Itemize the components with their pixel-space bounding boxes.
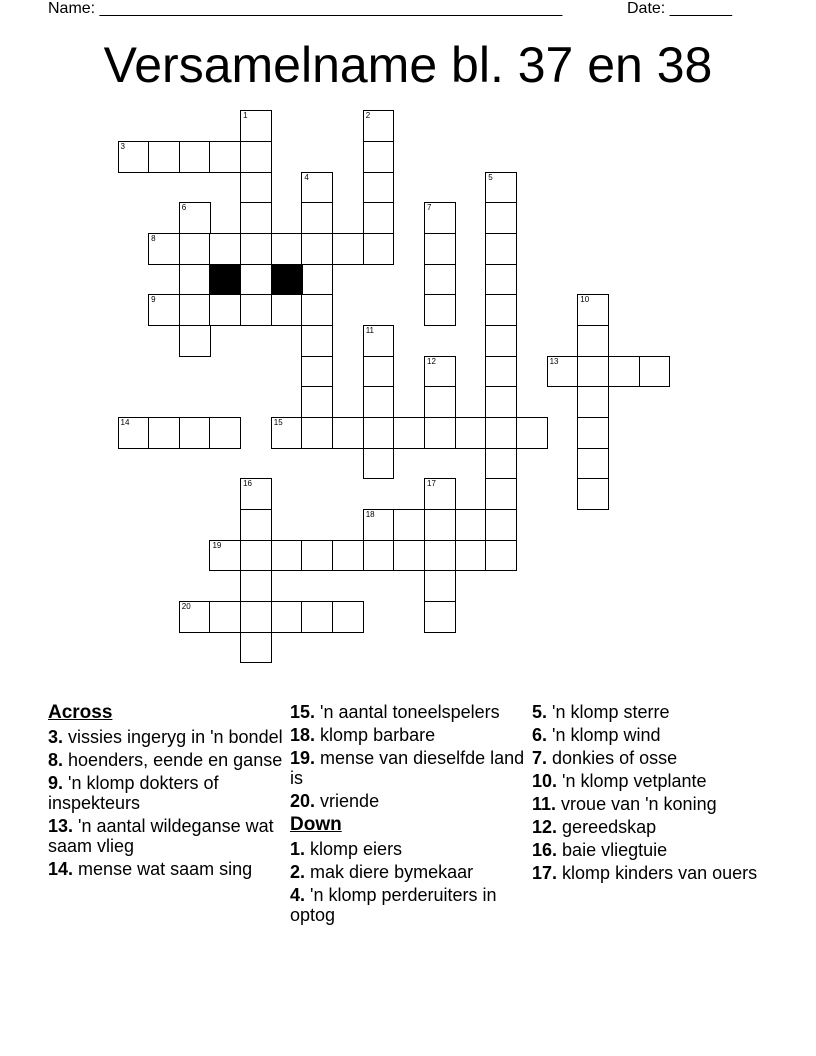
grid-cell[interactable] (301, 264, 333, 296)
clue-item (290, 885, 530, 925)
clue-item (532, 771, 772, 791)
clue-text: 'n klomp vetplante (562, 771, 707, 791)
clue-number: 11. (532, 794, 557, 814)
grid-cell[interactable] (332, 601, 364, 633)
cell-number: 19 (212, 540, 222, 550)
grid-cell[interactable] (240, 294, 272, 326)
grid-cell[interactable] (485, 172, 517, 204)
clue-item (532, 817, 772, 837)
grid-cell[interactable] (240, 570, 272, 602)
grid-cell[interactable] (179, 325, 211, 357)
grid-cell[interactable] (485, 264, 517, 296)
grid-cell[interactable] (608, 356, 640, 388)
clue-number: 7. (532, 748, 548, 768)
clue-item (290, 725, 530, 745)
grid-cell[interactable] (577, 417, 609, 449)
grid-cell[interactable] (301, 601, 333, 633)
grid-cell[interactable] (516, 417, 548, 449)
clue-item (532, 748, 772, 768)
clue-text: mense wat saam sing (78, 859, 253, 879)
grid-cell[interactable] (485, 386, 517, 418)
clue-item (290, 791, 530, 811)
grid-cell[interactable] (363, 417, 395, 449)
grid-cell[interactable] (485, 233, 517, 265)
grid-cell[interactable] (240, 632, 272, 664)
grid-cell[interactable] (363, 233, 395, 265)
across-heading: Across (48, 702, 113, 723)
cell-number: 1 (243, 111, 248, 121)
grid-cell[interactable] (424, 202, 456, 234)
grid-cell[interactable] (363, 509, 395, 541)
grid-cell[interactable] (577, 386, 609, 418)
grid-cell[interactable] (271, 417, 303, 449)
down-heading: Down (290, 814, 342, 835)
grid-cell[interactable] (424, 294, 456, 326)
clue-number: 3. (48, 727, 64, 747)
cell-number: 6 (181, 203, 187, 213)
grid-cell[interactable] (240, 509, 272, 541)
grid-cell[interactable] (301, 233, 333, 265)
grid-cell[interactable] (332, 540, 364, 572)
name-field-label: Name: ____________________________________________________ (48, 0, 563, 17)
cell-number: 7 (427, 203, 432, 213)
clue-text: hoenders, eende en ganse (68, 750, 283, 770)
grid-cell[interactable] (577, 294, 609, 326)
grid-block (209, 264, 241, 296)
clue-item (290, 839, 530, 859)
grid-cell[interactable] (424, 386, 456, 418)
cell-number: 8 (151, 234, 156, 244)
clue-number: 2. (290, 862, 306, 882)
grid-cell[interactable] (179, 202, 211, 234)
grid-cell[interactable] (424, 601, 456, 633)
clue-column-3 (532, 702, 772, 886)
clue-item (290, 748, 530, 788)
grid-cell[interactable] (179, 417, 211, 449)
grid-cell[interactable] (485, 325, 517, 357)
grid-cell[interactable] (240, 172, 272, 204)
grid-cell[interactable] (271, 601, 303, 633)
clue-item (48, 750, 288, 770)
clue-item (532, 863, 772, 883)
grid-cell[interactable] (363, 356, 395, 388)
clue-item (532, 725, 772, 745)
grid-cell[interactable] (148, 233, 180, 265)
clue-text: 'n klomp sterre (552, 702, 670, 722)
grid-cell[interactable] (118, 141, 150, 173)
grid-cell[interactable] (179, 601, 211, 633)
grid-cell[interactable] (455, 509, 487, 541)
grid-cell[interactable] (301, 325, 333, 357)
date-field-label: Date: _______ (627, 0, 732, 17)
cell-number: 15 (273, 417, 283, 427)
grid-cell[interactable] (455, 540, 487, 572)
clue-text: mak diere bymekaar (310, 862, 474, 882)
grid-cell[interactable] (577, 448, 609, 480)
clue-number: 19. (290, 748, 316, 768)
grid-cell[interactable] (240, 202, 272, 234)
grid-cell[interactable] (424, 570, 456, 602)
grid-cell[interactable] (240, 141, 272, 173)
grid-cell[interactable] (271, 540, 303, 572)
grid-cell[interactable] (577, 478, 609, 510)
cell-number: 18 (365, 509, 375, 519)
grid-cell[interactable] (424, 509, 456, 541)
grid-cell[interactable] (363, 172, 395, 204)
grid-cell[interactable] (363, 325, 395, 357)
grid-cell[interactable] (209, 540, 241, 572)
grid-cell[interactable] (209, 233, 241, 265)
grid-cell[interactable] (424, 417, 456, 449)
clue-number: 13. (48, 816, 74, 836)
grid-cell[interactable] (393, 540, 425, 572)
grid-cell[interactable] (485, 417, 517, 449)
clue-text: 'n klomp dokters of inspekteurs (48, 773, 219, 813)
grid-cell[interactable] (485, 448, 517, 480)
grid-cell[interactable] (485, 478, 517, 510)
cell-number: 11 (365, 326, 374, 335)
grid-cell[interactable] (209, 294, 241, 326)
grid-cell[interactable] (301, 202, 333, 234)
grid-cell[interactable] (301, 417, 333, 449)
grid-cell[interactable] (455, 417, 487, 449)
grid-cell[interactable] (240, 601, 272, 633)
grid-cell[interactable] (209, 417, 241, 449)
clue-item (48, 773, 288, 813)
clue-text: 'n aantal toneelspelers (320, 702, 500, 722)
clue-number: 15. (290, 702, 316, 722)
clue-text: donkies of osse (552, 748, 678, 768)
clue-column-2 (290, 702, 530, 928)
clue-number: 16. (532, 840, 558, 860)
grid-cell[interactable] (424, 478, 456, 510)
clue-number: 10. (532, 771, 558, 791)
grid-cell[interactable] (301, 386, 333, 418)
grid-cell[interactable] (118, 417, 150, 449)
clue-column-1 (48, 702, 288, 882)
grid-block (271, 264, 303, 296)
grid-cell[interactable] (271, 233, 303, 265)
cell-number: 12 (427, 356, 436, 366)
grid-cell[interactable] (485, 356, 517, 388)
clue-text: 'n aantal wildeganse wat saam vlieg (48, 816, 274, 856)
clue-number: 12. (532, 817, 558, 837)
clue-item (532, 702, 772, 722)
grid-cell[interactable] (179, 294, 211, 326)
clue-item (532, 840, 772, 860)
cell-number: 17 (427, 479, 436, 489)
grid-cell[interactable] (485, 540, 517, 572)
grid-cell[interactable] (148, 141, 180, 173)
clue-number: 1. (290, 839, 306, 859)
grid-cell[interactable] (577, 356, 609, 388)
cell-number: 16 (243, 479, 252, 489)
cell-number: 9 (151, 295, 156, 305)
grid-cell[interactable] (547, 356, 579, 388)
clue-text: klomp barbare (320, 725, 436, 745)
grid-cell[interactable] (240, 233, 272, 265)
clue-item (48, 727, 288, 747)
grid-cell[interactable] (424, 233, 456, 265)
grid-cell[interactable] (179, 233, 211, 265)
grid-cell[interactable] (424, 540, 456, 572)
grid-cell[interactable] (332, 233, 364, 265)
grid-cell[interactable] (301, 172, 333, 204)
grid-cell[interactable] (363, 141, 395, 173)
clue-number: 4. (290, 885, 306, 905)
grid-cell[interactable] (485, 509, 517, 541)
clue-number: 5. (532, 702, 548, 722)
grid-cell[interactable] (271, 294, 303, 326)
clue-text: vroue van 'n koning (561, 794, 717, 814)
clue-number: 20. (290, 791, 316, 811)
grid-cell[interactable] (301, 294, 333, 326)
grid-cell[interactable] (209, 601, 241, 633)
clue-item (48, 859, 288, 879)
clue-number: 17. (532, 863, 558, 883)
cell-number: 10 (580, 295, 590, 305)
clue-text: 'n klomp perderuiters in optog (290, 885, 497, 925)
grid-cell[interactable] (393, 509, 425, 541)
clue-number: 9. (48, 773, 64, 793)
grid-cell[interactable] (240, 540, 272, 572)
grid-cell[interactable] (179, 141, 211, 173)
grid-cell[interactable] (301, 356, 333, 388)
clue-text: vissies ingeryg in 'n bondel (68, 727, 283, 747)
grid-cell[interactable] (240, 110, 272, 142)
clue-text: klomp kinders van ouers (562, 863, 758, 883)
cell-number: 5 (488, 172, 493, 182)
clue-item (290, 862, 530, 882)
grid-cell[interactable] (577, 325, 609, 357)
clue-item (48, 816, 288, 856)
clue-text: mense van dieselfde land is (290, 748, 525, 788)
clue-text: vriende (320, 791, 380, 811)
grid-cell[interactable] (424, 356, 456, 388)
cell-number: 14 (120, 417, 130, 427)
clue-number: 8. (48, 750, 64, 770)
cell-number: 3 (120, 142, 125, 152)
grid-cell[interactable] (639, 356, 671, 388)
grid-cell[interactable] (363, 540, 395, 572)
grid-cell[interactable] (485, 294, 517, 326)
cell-number: 2 (365, 111, 371, 121)
cell-number: 13 (549, 356, 559, 366)
clue-text: klomp eiers (310, 839, 403, 859)
clue-text: 'n klomp wind (552, 725, 661, 745)
clue-number: 6. (532, 725, 548, 745)
grid-cell[interactable] (424, 264, 456, 296)
grid-cell[interactable] (301, 540, 333, 572)
cell-number: 4 (304, 172, 309, 182)
cell-number: 20 (181, 601, 191, 611)
clue-number: 14. (48, 859, 74, 879)
grid-cell[interactable] (148, 294, 180, 326)
grid-cell[interactable] (363, 110, 395, 142)
grid-cell[interactable] (363, 202, 395, 234)
grid-cell[interactable] (179, 264, 211, 296)
clue-item (532, 794, 772, 814)
clue-text: gereedskap (562, 817, 657, 837)
grid-cell[interactable] (332, 417, 364, 449)
grid-cell[interactable] (240, 478, 272, 510)
grid-cell[interactable] (363, 448, 395, 480)
clue-item (290, 702, 530, 722)
clue-number: 18. (290, 725, 316, 745)
grid-cell[interactable] (363, 386, 395, 418)
grid-cell[interactable] (148, 417, 180, 449)
page-title: Versamelname bl. 37 en 38 (103, 37, 713, 93)
grid-cell[interactable] (393, 417, 425, 449)
grid-cell[interactable] (485, 202, 517, 234)
clue-text: baie vliegtuie (562, 840, 668, 860)
grid-cell[interactable] (209, 141, 241, 173)
